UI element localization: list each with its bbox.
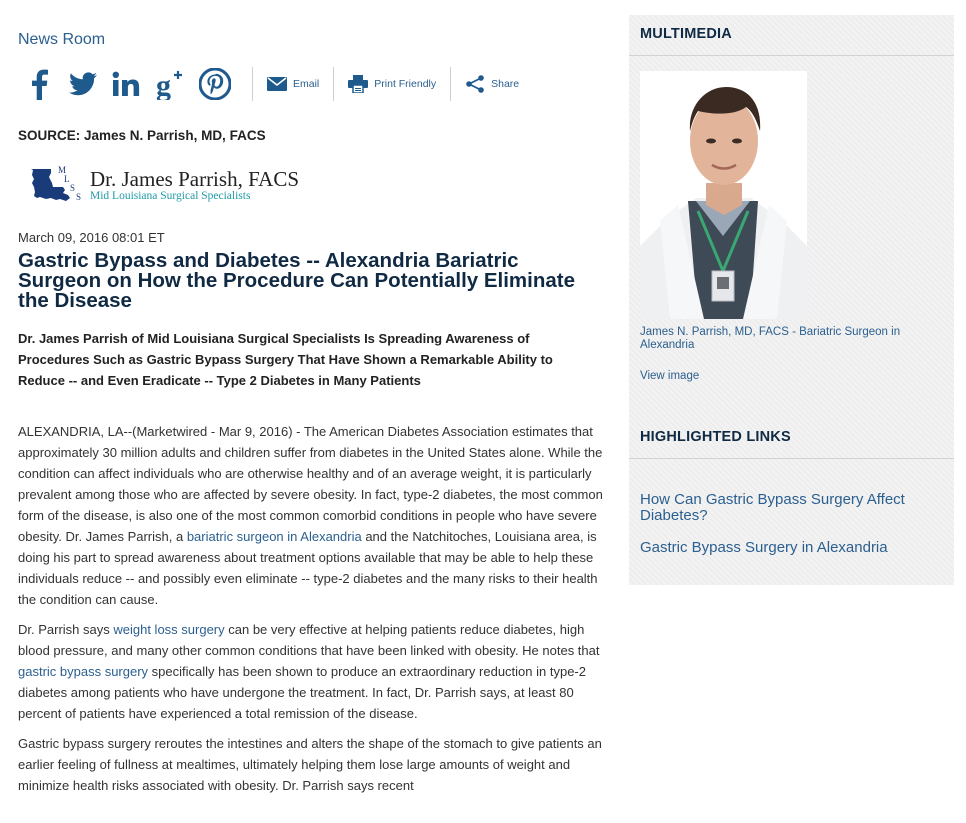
facebook-icon[interactable] <box>18 66 60 102</box>
highlighted-link-alexandria[interactable]: Gastric Bypass Surgery in Alexandria <box>640 539 888 556</box>
envelope-icon <box>267 77 287 91</box>
share-divider <box>252 67 253 101</box>
press-source: SOURCE: James N. Parrish, MD, FACS <box>18 128 266 143</box>
print-friendly-button[interactable] <box>348 75 436 93</box>
printer-icon <box>348 75 368 93</box>
article-body <box>18 421 608 805</box>
share-button[interactable] <box>465 75 519 93</box>
louisiana-logo-icon <box>28 165 86 207</box>
logo-letter: S <box>70 183 76 193</box>
share-divider <box>333 67 334 101</box>
sidebar-divider <box>629 458 954 459</box>
view-image-link[interactable]: View image <box>640 370 700 382</box>
paragraph-text: and the Natchitoches, Louisiana area, is doing his part to spread awareness about treatment options available that may be able to help these individuals reduce -- and possibly even eliminate -- type-2 diabetes and the many risks to their health the condition can cause. <box>18 529 598 607</box>
paragraph-text: Dr. Parrish says <box>18 622 114 637</box>
sidebar <box>629 15 954 585</box>
paragraph-text: ALEXANDRIA, LA--(Marketwired - Mar 9, 2016) - The American Diabetes Association estimates that approximately 30 million adults and children suffer from diabetes in the United States alone. While the condition can affect individuals who are otherwise healthy and of an average weight, it is particularly prevalent among those who are affected by severe obesity. In fact, type-2 diabetes, the most common form of the disease, is also one of the most common comorbid conditions in people who have severe obesity. Dr. James Parrish, a <box>18 424 603 544</box>
share-icon <box>465 75 485 93</box>
paragraph <box>18 619 608 724</box>
logo-letter: S <box>76 192 82 202</box>
paragraph <box>18 421 608 610</box>
surgeon-photo[interactable] <box>640 71 807 319</box>
share-bar <box>18 66 519 102</box>
highlighted-links-title: HIGHLIGHTED LINKS <box>640 429 791 445</box>
email-share-button[interactable] <box>267 77 319 91</box>
multimedia-title: MULTIMEDIA <box>640 26 732 42</box>
company-logo <box>28 163 328 209</box>
article-date: March 09, 2016 08:01 ET <box>18 230 165 245</box>
highlighted-link-diabetes[interactable]: How Can Gastric Bypass Surgery Affect Diabetes? <box>640 491 905 524</box>
logo-subtitle: Mid Louisiana Surgical Specialists <box>90 190 251 202</box>
share-label: Share <box>491 78 520 90</box>
twitter-icon[interactable] <box>62 66 104 102</box>
email-label: Email <box>293 78 320 90</box>
share-divider <box>450 67 451 101</box>
weight-loss-surgery-link[interactable]: weight loss surgery <box>113 622 225 637</box>
google-plus-icon[interactable] <box>150 66 192 102</box>
pinterest-icon[interactable] <box>194 66 236 102</box>
print-label: Print Friendly <box>374 78 437 90</box>
news-room-link[interactable]: News Room <box>18 31 106 48</box>
bariatric-surgeon-link[interactable]: bariatric surgeon in Alexandria <box>186 529 362 544</box>
logo-letter: L <box>64 174 70 184</box>
article-headline: Gastric Bypass and Diabetes -- Alexandria Bariatric Surgeon on How the Procedure Can Potentially Eliminate the Disease <box>18 249 576 312</box>
paragraph-text: can be very effective at helping patients reduce diabetes, high blood pressure, and many other common conditions that have been linked with obesity. He notes that <box>18 622 600 658</box>
paragraph: Gastric bypass surgery reroutes the intestines and alters the shape of the stomach to give patients an earlier feeling of fullness at mealtimes, ultimately helping them lose large amounts of weight and minimize health risks associated with obesity. Dr. Parrish says recent <box>18 736 602 793</box>
svg-text:g: g <box>156 69 171 100</box>
sidebar-divider <box>629 55 954 56</box>
paragraph-text: specifically has been shown to produce an extraordinary reduction in type-2 diabetes among patients who have undergone the treatment. In fact, Dr. Parrish says, at least 80 percent of patients have experienced a total remission of the disease. <box>18 664 586 721</box>
logo-name: Dr. James Parrish, FACS <box>90 167 300 191</box>
logo-letter: M <box>58 165 67 175</box>
article-subhead: Dr. James Parrish of Mid Louisiana Surgical Specialists Is Spreading Awareness of Procedures Such as Gastric Bypass Surgery That Have Shown a Remarkable Ability to Reduce -- and Even Eradicate -- Type 2 Diabetes in Many Patients <box>18 331 553 388</box>
linkedin-icon[interactable] <box>106 66 148 102</box>
portrait-image <box>640 71 807 319</box>
photo-caption-link[interactable]: James N. Parrish, MD, FACS - Bariatric Surgeon in Alexandria <box>640 326 901 351</box>
gastric-bypass-surgery-link[interactable]: gastric bypass surgery <box>18 664 149 679</box>
